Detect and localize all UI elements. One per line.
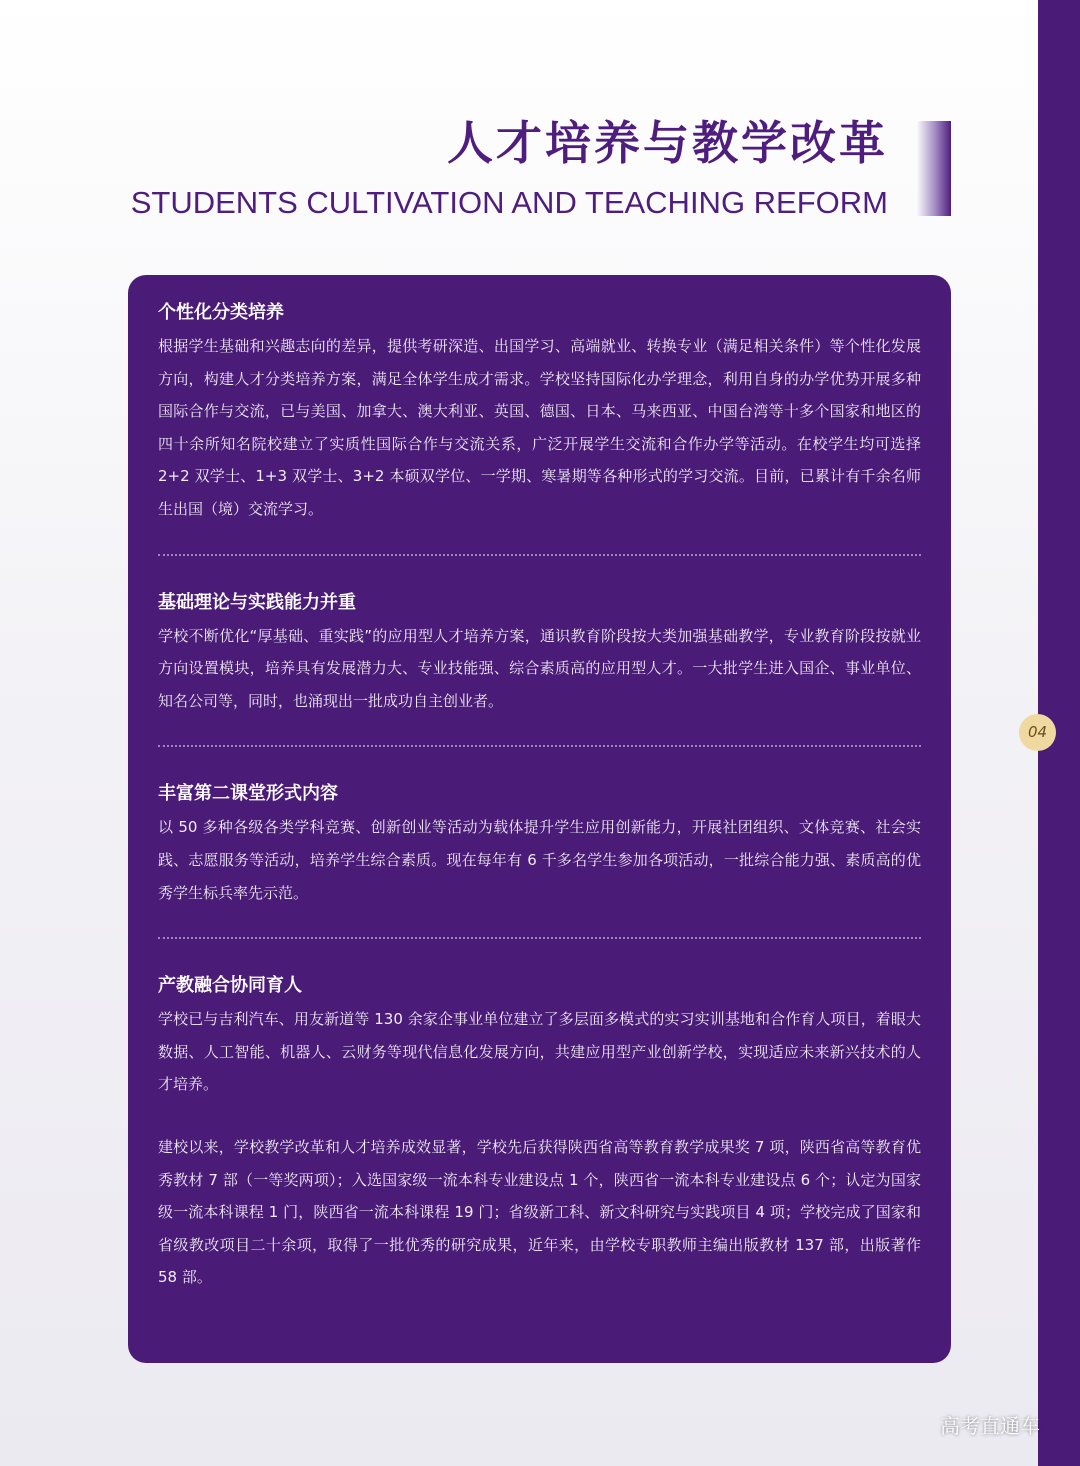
dotted-divider: [158, 937, 921, 939]
content-card: [128, 275, 951, 1363]
closing-paragraph: 建校以来，学校教学改革和人才培养成效显著，学校先后获得陕西省高等教育教学成果奖 7 项，陕西省高等教育优秀教材 7 部（一等奖两项）；入选国家级一流本科专业建设点 1 个，陕西省一流本科专业建设点 6 个；认定为国家级一流本科课程 1 门，陕西省一流本科课程 19 门；省级新工科、新文科研究与实践项目 4 项；学校完成了国家和省级教改项目二十余项，取得了一批优秀的研究成果，近年来，由学校专职教师主编出版教材 137 部，出版著作 58 部。: [158, 1137, 921, 1287]
dotted-divider: [158, 745, 921, 747]
section-industry-education: [158, 972, 921, 1101]
section-heading: 基础理论与实践能力并重: [158, 591, 356, 613]
section-theory-practice: [158, 589, 921, 718]
dotted-divider: [158, 554, 921, 556]
page-title: 人才培养与教学改革: [447, 116, 888, 170]
section-heading: 产教融合协同育人: [158, 975, 302, 997]
section-body: 学校不断优化“厚基础、重实践”的应用型人才培养方案，通识教育阶段按大类加强基础教学，专业教育阶段按就业方向设置模块，培养具有发展潜力大、专业技能强、综合素质高的应用型人才。一大批学生进入国企、事业单位、知名公司等，同时，也涌现出一批成功自主创业者。: [158, 626, 921, 710]
section-heading: 个性化分类培养: [158, 302, 284, 323]
section-heading: 丰富第二课堂形式内容: [158, 783, 338, 805]
section-second-classroom: [158, 780, 921, 909]
title-accent-bar: [916, 121, 951, 216]
watermark-text: 高考直通车: [940, 1414, 1040, 1438]
page-header: [100, 112, 888, 222]
page-subtitle-en: STUDENTS CULTIVATION AND TEACHING REFORM: [130, 185, 888, 220]
section-body: 根据学生基础和兴趣志向的差异，提供考研深造、出国学习、高端就业、转换专业（满足相关条件）等个性化发展方向，构建人才分类培养方案，满足全体学生成才需求。学校坚持国际化办学理念，利用自身的办学优势开展多种国际合作与交流，已与美国、加拿大、澳大利亚、英国、德国、日本、马来西亚、中国台湾等十多个国家和地区的四十余所知名院校建立了实质性国际合作与交流关系，广泛开展学生交流和合作办学等活动。在校学生均可选择 2+2 双学士、1+3 双学士、3+2 本硕双学位、一学期、寒暑期等各种形式的学习交流。目前，已累计有千余名师生出国（境）交流学习。: [158, 337, 921, 518]
page-number-badge: 04: [1019, 714, 1056, 751]
section-body: 学校已与吉利汽车、用友新道等 130 余家企事业单位建立了多层面多模式的实习实训基地和合作育人项目，着眼大数据、人工智能、机器人、云财务等现代信息化发展方向，共建应用型产业创新学校，实现适应未来新兴技术的人才培养。: [158, 1010, 921, 1094]
section-personalized-training: [158, 299, 921, 526]
section-body: 以 50 多种各级各类学科竞赛、创新创业等活动为载体提升学生应用创新能力，开展社团组织、文体竞赛、社会实践、志愿服务等活动，培养学生综合素质。现在每年有 6 千多名学生参加各项活动，一批综合能力强、素质高的优秀学生标兵率先示范。: [158, 818, 921, 902]
